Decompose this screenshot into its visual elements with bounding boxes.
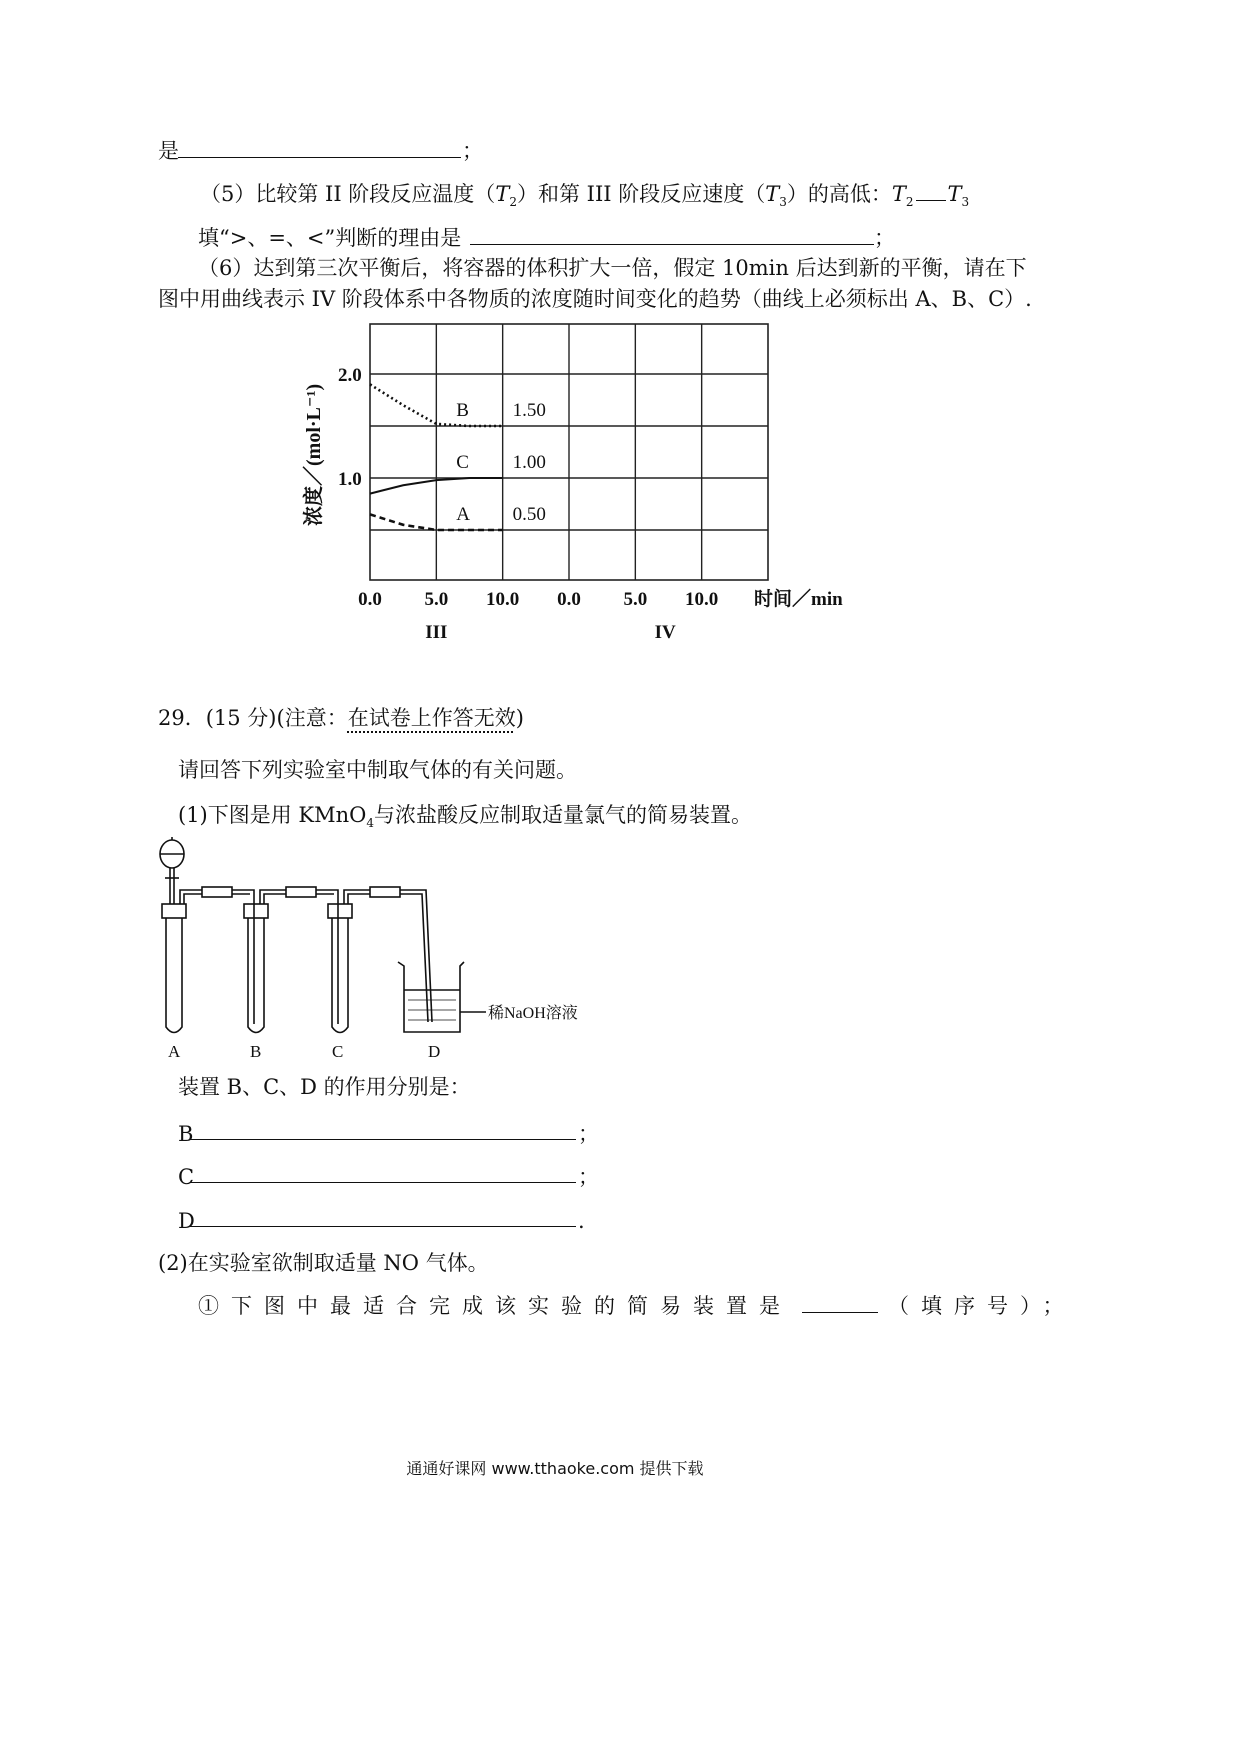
naoh-label: 稀NaOH溶液: [488, 1005, 578, 1022]
answer-blank-4[interactable]: [178, 157, 461, 158]
x-tick-label: 5.0: [424, 589, 449, 610]
test-tube-c: [332, 918, 348, 1033]
apparatus-choice-blank[interactable]: [802, 1312, 878, 1313]
q6-line2: 图中用曲线表示 IV 阶段体系中各物质的浓度随时间变化的趋势（曲线上必须标出 A、B、C）.: [158, 287, 1032, 311]
series-value-label-c: 1.00: [512, 452, 546, 473]
q29-part2: (2)在实验室欲制取适量 NO 气体。: [158, 1251, 489, 1275]
stage-label-iv: IV: [654, 622, 676, 643]
role-d-end: .: [578, 1209, 585, 1233]
y-tick-label: 2.0: [338, 365, 362, 386]
role-c-end: ；: [578, 1165, 599, 1189]
q5-reason-end: ；: [874, 226, 895, 250]
q29-header: 29．(15 分)(注意：在试卷上作答无效): [158, 706, 524, 730]
x-tick-label: 5.0: [623, 589, 648, 610]
role-c-blank[interactable]: [190, 1182, 576, 1183]
role-b-end: ；: [578, 1122, 599, 1146]
apparatus-label-c: C: [332, 1042, 344, 1061]
q5-question: （5）比较第 II 阶段反应温度$(T_2)$和第 III 阶段反应速度$(T_3)$的高低：$T_2$ $T_3$: [200, 182, 970, 210]
chlorine-apparatus-diagram: [150, 832, 620, 1062]
x-tick-label: 0.0: [557, 589, 581, 610]
stopper-c: [328, 904, 352, 918]
q29-intro: 请回答下列实验室中制取气体的有关问题。: [178, 758, 577, 782]
stopper-a: [162, 904, 186, 918]
roles-prompt: 装置 B、C、D 的作用分别是：: [178, 1075, 471, 1099]
x-tick-label: 10.0: [486, 589, 520, 610]
q28-line1-prefix: 是: [158, 139, 179, 163]
concentration-chart: [280, 318, 900, 653]
role-b-label: B: [178, 1122, 194, 1146]
reason-blank[interactable]: [470, 244, 874, 245]
tube-a-b: [180, 890, 254, 1024]
apparatus-label-a: A: [168, 1042, 181, 1061]
role-d-blank[interactable]: [190, 1226, 576, 1227]
y-tick-label: 1.0: [338, 469, 362, 490]
apparatus-label-b: B: [250, 1042, 262, 1061]
footer-credit: 通通好课网 www.tthaoke.com 提供下载: [406, 1459, 704, 1478]
q29-part2-1: ①下图中最适合完成该实验的简易装置是 （填序号）；: [198, 1294, 1076, 1318]
tube-c-d: [344, 890, 432, 1022]
role-d-label: D: [178, 1209, 195, 1233]
q29-part1: (1)下图是用 KMnO$_4$与浓盐酸反应制取适量氯气的简易装置。: [178, 803, 752, 831]
series-name-a: A: [456, 504, 470, 525]
chart-labels: [301, 365, 843, 643]
q28-line1-suffix: ；: [462, 139, 483, 163]
x-axis-label: 时间／min: [754, 589, 843, 610]
role-b-blank[interactable]: [190, 1139, 576, 1140]
chart-grid: [370, 324, 768, 580]
tube-b-c: [260, 890, 338, 1024]
x-tick-label: 0.0: [358, 589, 382, 610]
series-value-label-b: 1.50: [512, 400, 546, 421]
series-name-c: C: [456, 452, 469, 473]
apparatus-label-d: D: [428, 1042, 441, 1061]
test-tube-a: [166, 918, 182, 1033]
series-name-b: B: [456, 400, 469, 421]
role-c-label: C: [178, 1165, 195, 1189]
compare-blank[interactable]: [916, 200, 946, 201]
q5-reason-prompt: 填“>、=、<”判断的理由是: [198, 226, 462, 250]
test-tube-b: [248, 918, 264, 1033]
q6-line1: （6）达到第三次平衡后，将容器的体积扩大一倍，假定 10min 后达到新的平衡，请在下: [198, 256, 1027, 280]
y-axis-label: 浓度／(mol·L⁻¹): [303, 383, 325, 526]
x-tick-label: 10.0: [685, 589, 719, 610]
stage-label-iii: III: [425, 622, 448, 643]
stopper-b: [244, 904, 268, 918]
series-value-label-a: 0.50: [512, 504, 546, 525]
